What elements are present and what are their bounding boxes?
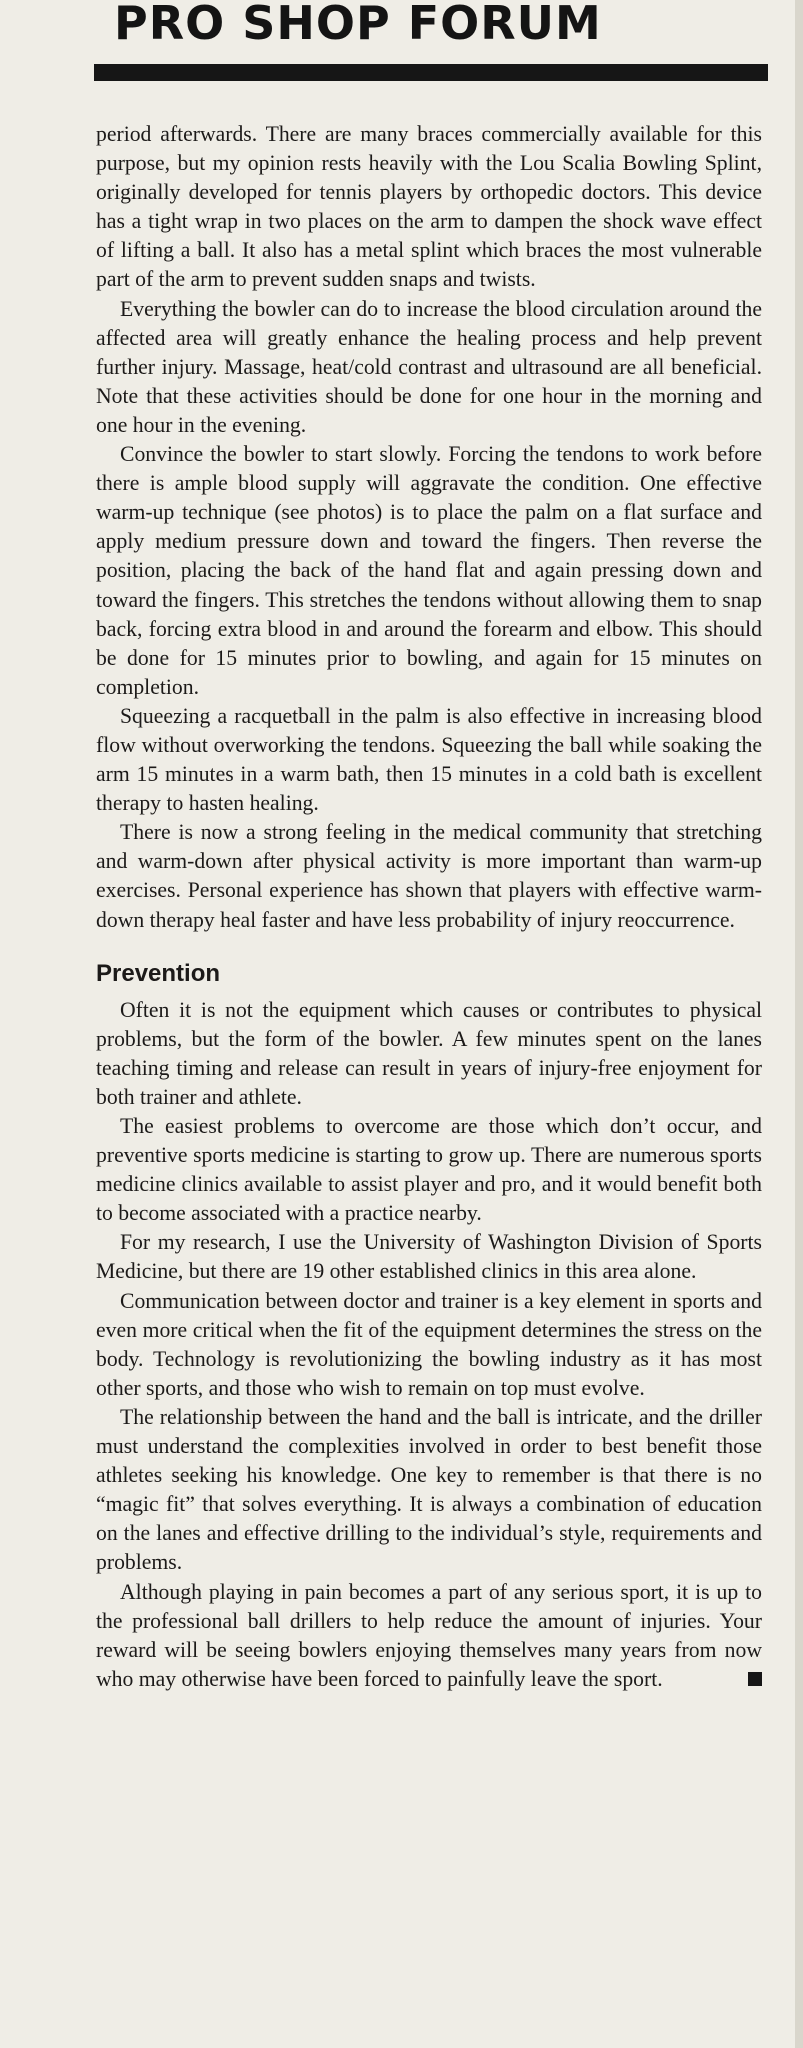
- article-paragraph: The easiest problems to overcome are those which don’t occur, and preventive sports medicine is starting to grow up. There are numerous sports medicine clinics available to assist player and pro, and it would benefit both to become associated with a practice nearby.: [96, 1114, 762, 1226]
- article-paragraph: period afterwards. There are many braces commercially available for this purpose, but my opinion rests heavily with the Lou Scalia Bowling Splint, originally developed for tennis players by orthopedic doctors. This device has a tight wrap in two places on the arm to dampen the shock wave effect of lifting a ball. It also has a metal splint which braces the most vulnerable part of the arm to prevent sudden snaps and twists.: [96, 122, 762, 292]
- title-rule: [94, 64, 768, 81]
- article-paragraph-last: [96, 1578, 762, 1694]
- article-paragraph: Communication between doctor and trainer is a key element in sports and even more critical when the fit of the equipment determines the stress on the body. Technology is revolutionizing the bowling industry as it has most other sports, and those who wish to remain on top must evolve.: [96, 1288, 762, 1400]
- article-paragraph: For my research, I use the University of Washington Division of Sports Medicine, but there are 19 other established clinics in this area alone.: [96, 1230, 762, 1284]
- section-title: PRO SHOP FORUM: [114, 0, 602, 50]
- end-mark-icon: [748, 1672, 762, 1686]
- section-heading: Prevention: [96, 959, 221, 987]
- article-paragraph: There is now a strong feeling in the medical community that stretching and warm-down after physical activity is more important than warm-up exercises. Personal experience has shown that players with effective warm-down therapy heal faster and have less probability of injury reoccurrence.: [96, 820, 762, 932]
- article-body: [96, 120, 762, 1694]
- article-paragraph: Squeezing a racquetball in the palm is also effective in increasing blood flow without overworking the tendons. Squeezing the ball while soaking the arm 15 minutes in a warm bath, then 15 minutes in a cold bath is excellent therapy to hasten healing.: [96, 703, 762, 816]
- page-edge: [795, 0, 803, 2048]
- article-paragraph: Everything the bowler can do to increase the blood circulation around the affected area will greatly enhance the healing process and help prevent further injury. Massage, heat/cold contrast and ultrasound are all beneficial. Note that these activities should be done for one hour in the morning and one hour in the evening.: [96, 296, 762, 437]
- article-paragraph: Often it is not the equipment which causes or contributes to physical problems, but the form of the bowler. A few minutes spent on the lanes teaching timing and release can result in years of injury-free enjoyment for both trainer and athlete.: [96, 997, 762, 1109]
- article-paragraph: Convince the bowler to start slowly. Forcing the tendons to work before there is ample blood supply will aggravate the condition. One effective warm-up technique (see photos) is to place the palm on a flat surface and apply medium pressure down and toward the fingers. Then reverse the position, placing the back of the hand flat and again pressing down and toward the fingers. This stretches the tendons without allowing them to snap back, forcing extra blood in and around the forearm and elbow. This should be done for 15 minutes prior to bowling, and again for 15 minutes on completion.: [96, 442, 762, 699]
- last-paragraph-text: Although playing in pain becomes a part of any serious sport, it is up to the professional ball drillers to help reduce the amount of injuries. Your reward will be seeing bowlers enjoying themselves many years from now who may otherwise have been forced to painfully leave the sport.: [96, 1579, 762, 1691]
- article-paragraph: The relationship between the hand and the ball is intricate, and the driller must understand the complexities involved in order to best benefit those athletes seeking his knowledge. One key to remember is that there is no “magic fit” that solves everything. It is always a combination of education on the lanes and effective drilling to the individual’s style, requirements and problems.: [96, 1404, 762, 1575]
